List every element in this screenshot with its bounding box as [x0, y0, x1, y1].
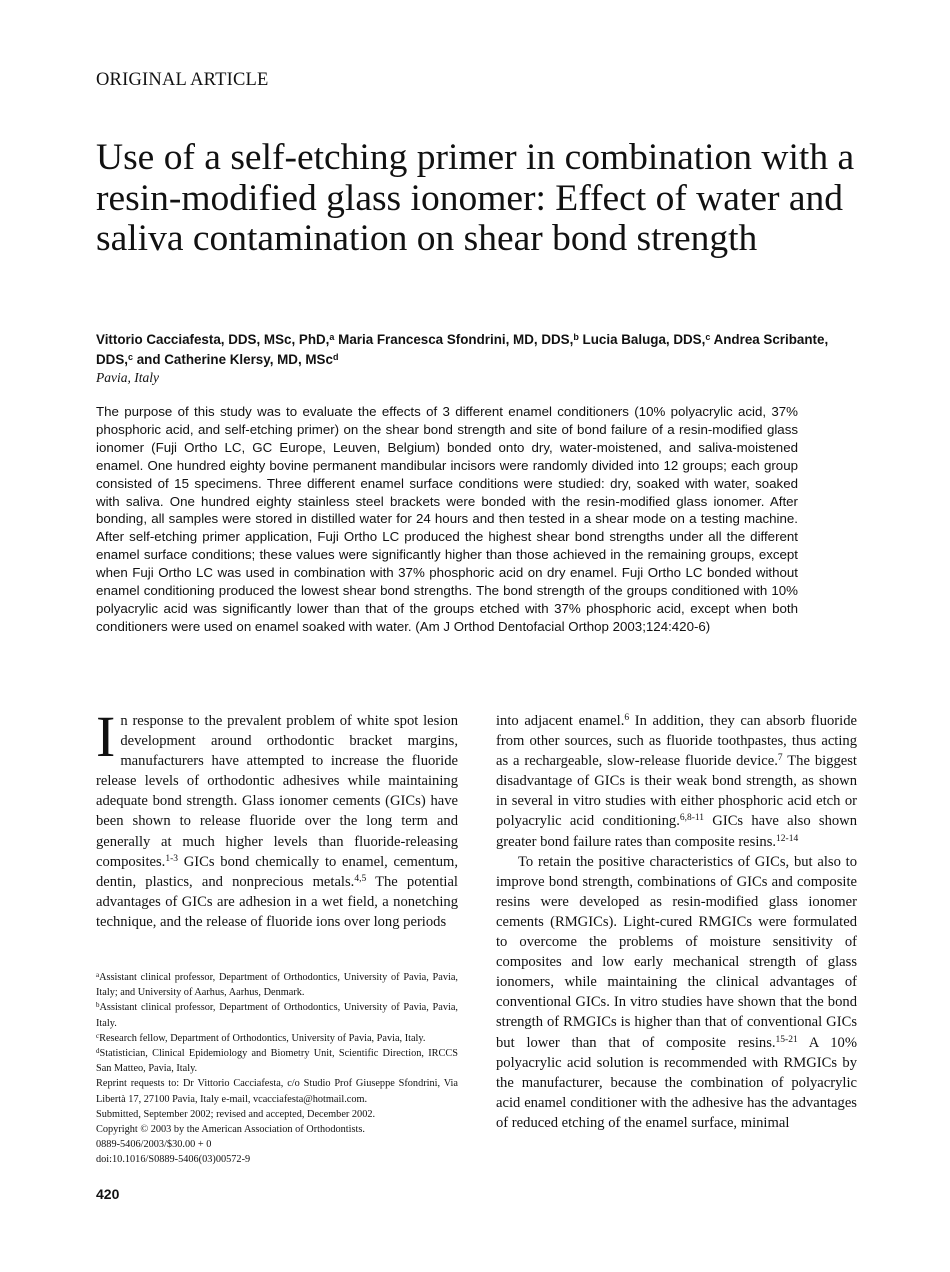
author-name: Lucia Baluga, DDS,: [582, 332, 706, 347]
footnote: [96, 1076, 458, 1106]
text-run: n response to the prevalent problem of white spot lesion development around orthodontic bracket margins, manufacturers have attempted to increase the fluoride release levels of orthodontic adhesives while maintaining adequate bond strength. Glass ionomer cements (GICs) have been shown to release fluoride over the long term and generally at much higher levels than fluoride-releasing composites.: [96, 713, 458, 870]
citation-ref: 4,5: [354, 873, 367, 884]
author-location: Pavia, Italy: [96, 370, 159, 385]
footnote-mark: d: [96, 1047, 100, 1056]
footnote: [96, 1046, 458, 1076]
text-run: The potential advantages of GICs are adhesion in a wet field, a nonetching technique, and the release of fluoride ions over long periods: [96, 873, 458, 930]
author-name: Vittorio Cacciafesta, DDS, MSc, PhD,: [96, 332, 330, 347]
page-number: 420: [96, 1186, 120, 1202]
footnote-text: Submitted, September 2002; revised and accepted, December 2002.: [96, 1108, 376, 1120]
text-run: GICs have also shown greater bond failure rates than composite resins.: [496, 813, 857, 850]
text-run: A 10% polyacrylic acid solution is recommended with RMGICs by the manufacturer, because the combination of polyacrylic acid enamel conditioner with the adhesive has the advantages of reduced etching of the enamel surface, minimal: [496, 1034, 857, 1131]
text-run: To retain the positive characteristics of GICs, but also to improve bond strength, combinations of GICs and composite resins were developed as resin-modified glass ionomer cements (RMGICs). Light-cured RMGICs were formulated to overcome the problems of moisture sensitivity of composites and low early mechanical strength of glass ionomers, while maintaining the clinical advantages of conventional GICs. In vitro studies have shown that the bond strength of RMGICs is higher than that of conventional GICs but lower than that of composite resins.: [496, 853, 857, 1051]
footnote-text: Copyright © 2003 by the American Association of Orthodontists.: [96, 1124, 365, 1136]
footnote-text: Assistant clinical professor, Department of Orthodontics, University of Pavia, Pavia, Italy; and University of Aarhus, Aarhus, Denmark.: [96, 972, 458, 999]
abstract: The purpose of this study was to evaluate the effects of 3 different enamel conditioners (10% polyacrylic acid, 37% phosphoric acid, and self-etching primer) on the shear bond strength and site of bond failure of a resin-modified glass ionomer (Fuji Ortho LC, GC Europe, Leuven, Belgium) bonded onto dry, water-moistened, and saliva-moistened enamel. One hundred eighty bovine permanent mandibular incisors were randomly divided into 12 groups; each group consisted of 15 specimens. Three different enamel surface conditions were studied: dry, soaked with water, soaked with saliva. One hundred eighty stainless steel brackets were bonded with the resin-modified glass ionomer. After bonding, all samples were stored in distilled water for 24 hours and then tested in a shear mode on a testing machine. After self-etching primer application, Fuji Ortho LC produced the highest shear bond strengths under all the different enamel surface conditions; these values were significantly higher than those achieved in the remaining groups, except when Fuji Ortho LC was used in combination with 37% phosphoric acid on dry enamel. Fuji Ortho LC bonded without enamel conditioning produced the lowest shear bond strengths. The bond strength of the groups conditioned with 10% polyacrylic acid was significantly lower than that of the groups etched with 37% phosphoric acid, except when both conditioners were used on enamel soaked with water. (Am J Orthod Dentofacial Orthop 2003;124:420-6): [96, 404, 798, 634]
citation-ref: 15-21: [775, 1034, 798, 1045]
author-name: Andrea Scribante, DDS,: [96, 332, 829, 367]
affiliation-mark: a: [329, 332, 335, 342]
footnote-mark: b: [96, 1001, 100, 1010]
affiliation-mark: c: [705, 332, 711, 342]
footnote-text: doi:10.1016/S0889-5406(03)00572-9: [96, 1154, 251, 1166]
citation-ref: 7: [777, 753, 783, 764]
footnote: [96, 1137, 458, 1152]
citation-ref: 1-3: [165, 853, 178, 864]
footnote: [96, 1031, 458, 1046]
footnote-text: 0889-5406/2003/$30.00 + 0: [96, 1139, 212, 1151]
text-run: GICs bond chemically to enamel, cementum, dentin, plastics, and nonprecious metals.: [96, 853, 458, 890]
footnote-text: Assistant clinical professor, Department of Orthodontics, University of Pavia, Pavia, Italy.: [96, 1002, 458, 1029]
footnote-text: Reprint requests to: Dr Vittorio Cacciafesta, c/o Studio Prof Giuseppe Sfondrini, Via Libertà 17, 27100 Pavia, Italy e-mail, vcacciafesta@hotmail.com.: [96, 1078, 458, 1105]
footnote-mark: c: [96, 1031, 100, 1040]
paragraph-text: [96, 704, 458, 930]
drop-cap: I: [96, 704, 116, 769]
citation-ref: 6,8-11: [679, 813, 705, 824]
author-list: Vittorio Cacciafesta, DDS, MSc, PhD,$^a$ Maria Francesca Sfondrini, MD, DDS,$^b$ Lucia Baluga, DDS,$^c$ Andrea Scribante, DDS,$^c$ and Catherine Klersy, MD, MSc$^d$: [96, 332, 829, 367]
body-paragraph: [96, 704, 458, 932]
body-column-left: [96, 704, 458, 932]
footnote-mark: a: [96, 971, 100, 979]
footnote: [96, 1107, 458, 1122]
affiliation-mark: b: [573, 332, 579, 342]
body-column-right: [496, 711, 857, 1133]
affiliation-mark: c: [128, 352, 134, 362]
author-name: Catherine Klersy, MD, MSc: [164, 352, 333, 367]
article-title: Use of a self-etching primer in combination with a resin-modified glass ionomer: Effect of water and saliva contamination on shear bond strength: [96, 137, 855, 259]
body-paragraph: [496, 852, 857, 1133]
footnote: [96, 1122, 458, 1137]
text-run: In addition, they can absorb fluoride from other sources, such as fluoride toothpastes, thus acting as a rechargeable, slow-release fluoride device.: [496, 713, 857, 770]
affiliation-mark: d: [332, 352, 339, 362]
footnote: [96, 970, 458, 1000]
body-paragraph: [496, 711, 857, 852]
section-label: ORIGINAL ARTICLE: [96, 70, 269, 90]
footnote-text: Statistician, Clinical Epidemiology and Biometry Unit, Scientific Direction, IRCCS San Matteo, Pavia, Italy.: [96, 1048, 458, 1075]
citation-ref: 6: [624, 713, 630, 723]
paragraph-text: [496, 713, 857, 850]
citation-ref: 12-14: [776, 833, 799, 844]
footnote-text: Research fellow, Department of Orthodontics, University of Pavia, Pavia, Italy.: [99, 1032, 426, 1044]
text-run: into adjacent enamel.: [496, 713, 625, 729]
footnotes: [96, 970, 458, 1168]
author-name: Maria Francesca Sfondrini, MD, DDS,: [338, 332, 574, 347]
footnote: [96, 1152, 458, 1167]
footnote: [96, 1000, 458, 1030]
paragraph-text: [496, 854, 857, 1131]
text-run: The biggest disadvantage of GICs is their weak bond strength, as shown in several in vitro studies with either phosphoric acid etch or polyacrylic acid conditioning.: [496, 753, 857, 830]
